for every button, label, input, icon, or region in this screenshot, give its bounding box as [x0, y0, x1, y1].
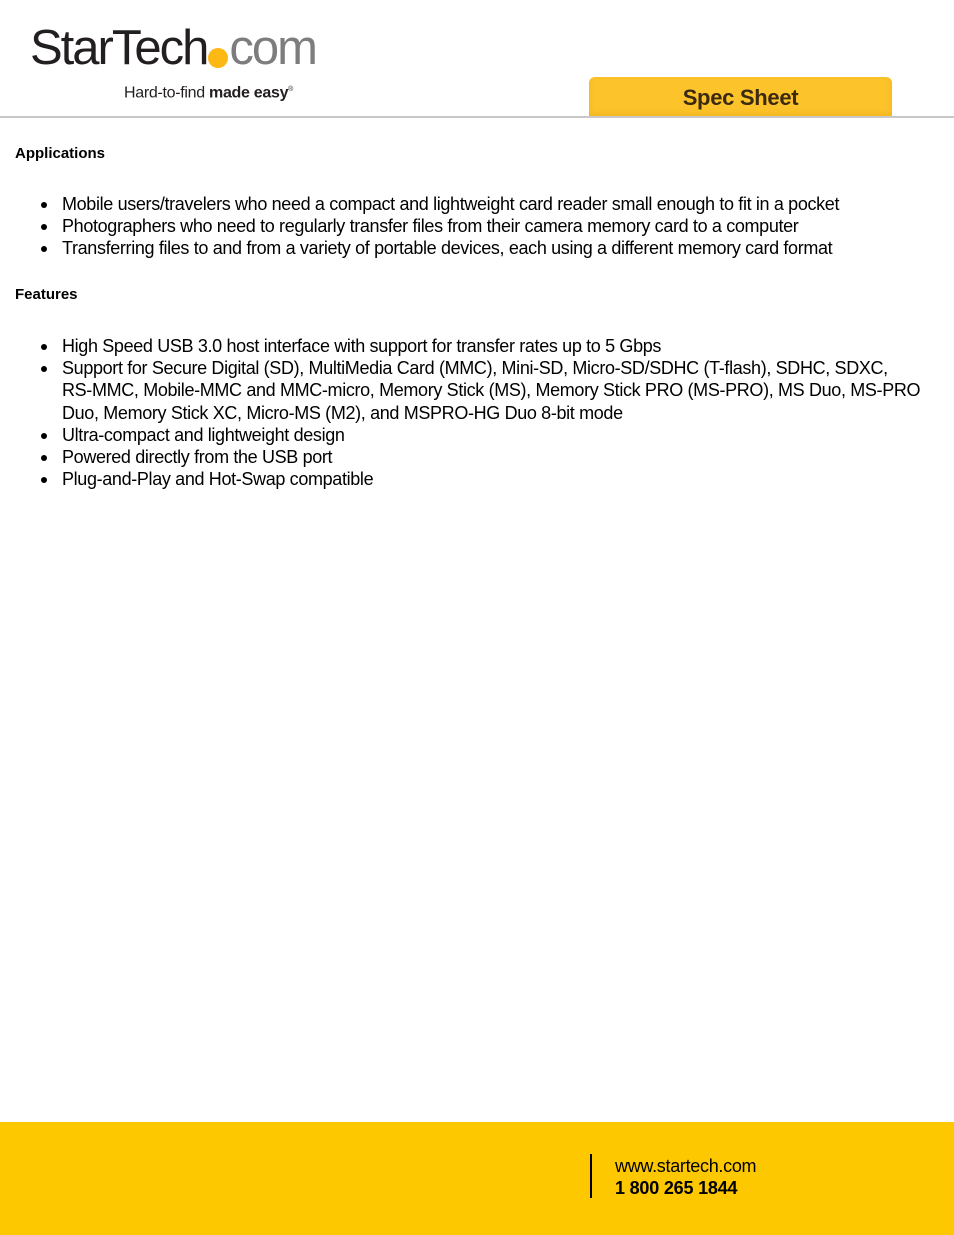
bullet-icon — [41, 344, 47, 350]
website-link[interactable]: www.startech.com — [615, 1156, 757, 1176]
list-item: High Speed USB 3.0 host interface with support for transfer rates up to 5 Gbps — [62, 335, 922, 357]
list-item: Transferring files to and from a variety of portable devices, each using a different memory card format — [62, 237, 922, 259]
list-item: Plug-and-Play and Hot-Swap compatible — [62, 468, 922, 490]
bullet-icon — [41, 455, 47, 461]
bullet-icon — [41, 202, 47, 208]
applications-list — [62, 193, 922, 260]
page-header — [0, 0, 954, 118]
footer-divider — [590, 1154, 592, 1198]
bullet-icon — [41, 224, 47, 230]
logo-dot-icon — [208, 48, 228, 68]
features-heading: Features — [15, 286, 78, 303]
features-list — [62, 335, 922, 490]
bullet-icon — [41, 366, 47, 372]
list-item: Ultra-compact and lightweight design — [62, 424, 922, 446]
bullet-icon — [41, 477, 47, 483]
phone-number: 1 800 265 1844 — [615, 1178, 738, 1198]
header-divider — [0, 116, 954, 118]
logo-wordmark: StarTech com — [30, 21, 316, 75]
spec-sheet-tab — [589, 77, 892, 117]
page-footer — [0, 1122, 954, 1235]
logo-tagline: Hard-to-find made easy® — [124, 84, 294, 102]
bullet-icon — [41, 433, 47, 439]
list-item: Photographers who need to regularly transfer files from their camera memory card to a computer — [62, 215, 922, 237]
list-item: Mobile users/travelers who need a compact and lightweight card reader small enough to fit in a pocket — [62, 193, 922, 215]
bullet-icon — [41, 246, 47, 252]
applications-heading: Applications — [15, 145, 106, 162]
list-item: Powered directly from the USB port — [62, 446, 922, 468]
list-item: Support for Secure Digital (SD), MultiMedia Card (MMC), Mini-SD, Micro-SD/SDHC (T-flash), SDHC, SDXC, RS-MMC, Mobile-MMC and MMC-micro, Memory Stick (MS), Memory Stick PRO (MS-PRO), MS Duo, MS-PRO Duo, Memory Stick XC, Micro-MS (M2), and MSPRO-HG Duo 8-bit mode — [62, 357, 922, 424]
spec-sheet-label: Spec Sheet — [682, 85, 799, 110]
startech-logo — [30, 18, 320, 108]
